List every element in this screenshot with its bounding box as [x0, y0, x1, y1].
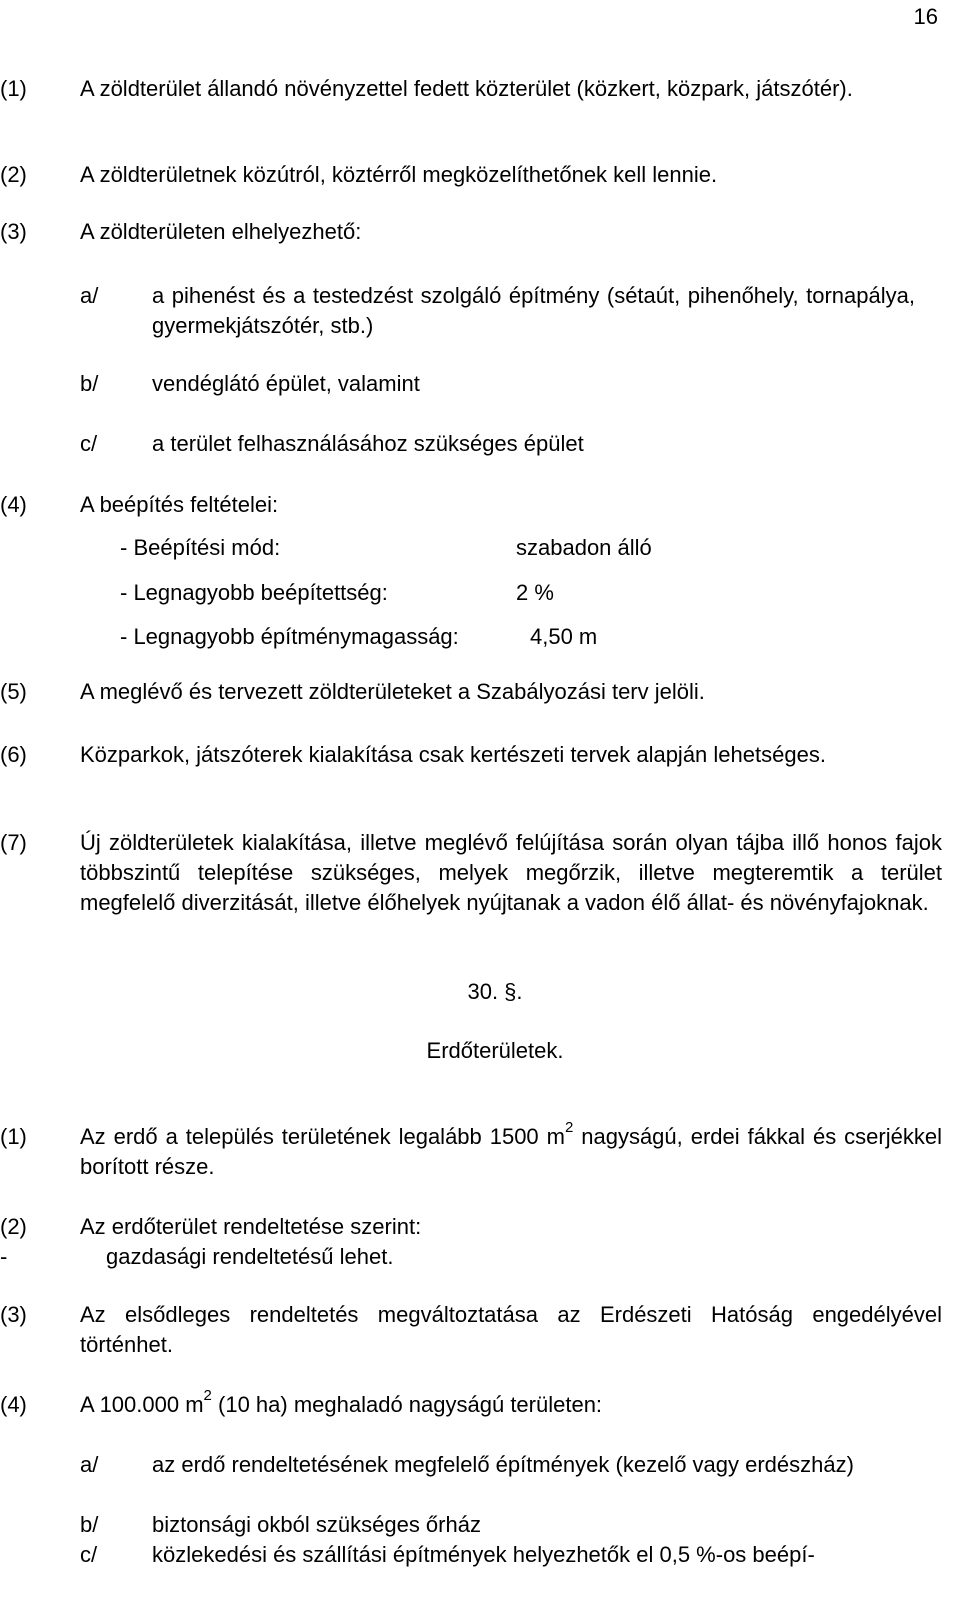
text-part: A 100.000 m	[80, 1392, 204, 1417]
paragraph-text: A zöldterület állandó növényzettel fedett közterület (közkert, közpark, játszótér).	[80, 76, 853, 101]
list-item-label: a/	[80, 1452, 99, 1477]
condition-key: - Beépítési mód:	[120, 535, 281, 560]
section-number: 30. §.	[467, 979, 523, 1004]
list-item-text: közlekedési és szállítási építmények helyezhetők el 0,5 %-os beépí-	[152, 1542, 815, 1567]
paragraph-number: (2)	[0, 1214, 27, 1239]
superscript: 2	[203, 1386, 212, 1404]
list-item-label: c/	[80, 431, 98, 456]
dash-text: gazdasági rendeltetésű lehet.	[106, 1244, 394, 1269]
paragraph-number: (3)	[0, 1302, 27, 1327]
paragraph-text: A meglévő és tervezett zöldterületeket a Szabályozási terv jelöli.	[80, 679, 705, 704]
paragraph-text: Az elsődleges rendeltetés megváltoztatása az Erdészeti Hatóság engedélyével történhet.	[80, 1302, 942, 1357]
condition-value: 4,50 m	[530, 624, 598, 649]
paragraph-number: (7)	[0, 830, 27, 855]
condition-value: 2 %	[516, 580, 554, 605]
paragraph-number: (5)	[0, 679, 27, 704]
paragraph-text: Az erdőterület rendeltetése szerint:	[80, 1214, 422, 1239]
list-item-text: vendéglátó épület, valamint	[152, 371, 420, 396]
paragraph-number: (4)	[0, 1392, 27, 1417]
list-item-text: a terület felhasználásához szükséges épület	[152, 431, 584, 456]
paragraph-text: Közparkok, játszóterek kialakítása csak kertészeti tervek alapján lehetséges.	[80, 742, 826, 767]
list-item-text: az erdő rendeltetésének megfelelő építmények (kezelő vagy erdészház)	[152, 1452, 854, 1477]
dash-marker: -	[0, 1244, 8, 1269]
paragraph-number: (1)	[0, 1124, 27, 1149]
text-part: Az erdő a település területének legalább 1500 m	[80, 1124, 565, 1149]
list-item-label: b/	[80, 1512, 99, 1537]
text-part: nagyságú, erdei fákkal és cserjékkel borított része.	[80, 1124, 942, 1179]
page-number: 16	[913, 4, 938, 29]
list-item-label: b/	[80, 371, 99, 396]
list-item-label: a/	[80, 283, 99, 308]
list-item-text: a pihenést és a testedzést szolgáló építmény (sétaút, pihenőhely, tornapálya, gyermekjátszótér, stb.)	[152, 283, 915, 338]
superscript: 2	[564, 1118, 574, 1136]
paragraph-text: Új zöldterületek kialakítása, illetve meglévő felújítása során olyan tájba illő honos fajok többszintű telepítése szükséges, melyek megőrzik, illetve megteremtik a terület megfelelő diverzitását, illetve élőhelyek nyújtanak a vadon élő állat- és növényfajoknak.	[80, 830, 942, 915]
condition-key: - Legnagyobb beépítettség:	[120, 580, 388, 605]
paragraph-text: A beépítés feltételei:	[80, 492, 279, 517]
paragraph-text: A zöldterületen elhelyezhető:	[80, 219, 362, 244]
list-item-label: c/	[80, 1542, 98, 1567]
paragraph-number: (3)	[0, 219, 27, 244]
paragraph-number: (2)	[0, 162, 27, 187]
list-item-text: biztonsági okból szükséges őrház	[152, 1512, 481, 1537]
paragraph-text	[80, 1118, 942, 1182]
paragraph-text	[80, 1386, 942, 1420]
condition-value: szabadon álló	[516, 535, 652, 560]
condition-key: - Legnagyobb építménymagasság:	[120, 624, 459, 649]
paragraph-number: (4)	[0, 492, 27, 517]
text-part: (10 ha) meghaladó nagyságú területen:	[211, 1392, 603, 1417]
section-title: Erdőterületek.	[426, 1038, 564, 1063]
paragraph-number: (1)	[0, 76, 27, 101]
paragraph-text: A zöldterületnek közútról, köztérről megközelíthetőnek kell lennie.	[80, 162, 718, 187]
paragraph-number: (6)	[0, 742, 27, 767]
